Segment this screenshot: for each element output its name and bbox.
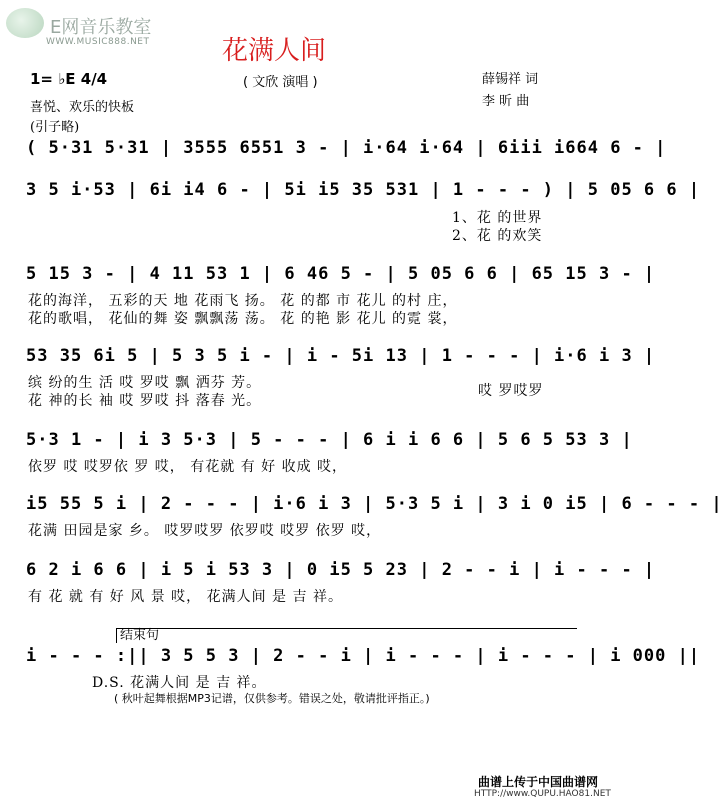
ending-bracket [116, 628, 577, 643]
key-signature: 1= ♭E 4/4 [30, 70, 108, 88]
lyricist: 薛锡祥 词 [482, 72, 539, 87]
song-title: 花满人间 [222, 36, 327, 66]
notation-row: 3 5 i·53 | 6i i4 6 - | 5i i5 35 531 | 1 - - - ) | 5 05 6 6 | [26, 180, 701, 200]
notation-row: ( 5·31 5·31 | 3555 6551 3 - | i·64 i·64 | 6iii i664 6 - | [26, 138, 667, 158]
lyric-line: 花 神的长 袖 哎 罗哎 抖 落春 光。 [28, 393, 262, 409]
lyric-line: 有 花 就 有 好 风 景 哎， 花满人间 是 吉 祥。 [28, 589, 343, 605]
lyric-line: D.S. 花满人间 是 吉 祥。 [92, 675, 267, 691]
notation-row: i5 55 5 i | 2 - - - | i·6 i 3 | 5·3 5 i | 3 i 0 i5 | 6 - - - | [26, 494, 723, 514]
notation-row: i - - - :|| 3 5 5 3 | 2 - - i | i - - - | i - - - | i 000 || [26, 646, 701, 666]
transcription-note: ( 秋叶起舞根据MP3记谱，仅供参考。错误之处，敬请批评指正。) [114, 692, 430, 705]
singer: ( 文欣 演唱 ) [243, 75, 318, 90]
intro-note: (引子略) [30, 120, 80, 135]
lyric-line: 哎 罗哎罗 [478, 383, 544, 399]
footer-url: HTTP://www.QUPU.HAO81.NET [474, 789, 611, 799]
notation-row: 53 35 6i 5 | 5 3 5 i - | i - 5i 13 | 1 - - - | i·6 i 3 | [26, 346, 656, 366]
verse-1-start: 1、花 的世界 [452, 210, 543, 226]
lyric-line: 花满 田园是家 乡。 哎罗哎罗 依罗哎 哎罗 依罗 哎， [28, 523, 382, 539]
lyric-line: 依罗 哎 哎罗依 罗 哎， 有花就 有 好 收成 哎， [28, 459, 348, 475]
tempo-marking: 喜悦、欢乐的快板 [30, 100, 135, 115]
lyric-line: 花的海洋， 五彩的天 地 花雨飞 扬。 花 的都 市 花儿 的村 庄， [28, 293, 458, 309]
ending-label: 结束句 [120, 628, 160, 643]
notation-row: 5 15 3 - | 4 11 53 1 | 6 46 5 - | 5 05 6 6 | 65 15 3 - | [26, 264, 656, 284]
notation-row: 5·3 1 - | i 3 5·3 | 5 - - - | 6 i i 6 6 | 5 6 5 53 3 | [26, 430, 633, 450]
logo-text: E网音乐教室 [50, 17, 152, 38]
lyric-line: 缤 纷的生 活 哎 罗哎 飘 洒芬 芳。 [28, 375, 262, 391]
logo-url: WWW.MUSIC888.NET [46, 37, 150, 47]
lyric-line: 花的歌唱， 花仙的舞 姿 飘飘荡 荡。 花 的艳 影 花儿 的霓 裳， [28, 311, 458, 327]
notation-row: 6 2 i 6 6 | i 5 i 53 3 | 0 i5 5 23 | 2 - - i | i - - - | [26, 560, 656, 580]
composer: 李 昕 曲 [482, 94, 530, 109]
logo-icon [6, 8, 44, 38]
verse-2-start: 2、花 的欢笑 [452, 228, 543, 244]
footer-text: 曲谱上传于中国曲谱网 [478, 775, 599, 789]
